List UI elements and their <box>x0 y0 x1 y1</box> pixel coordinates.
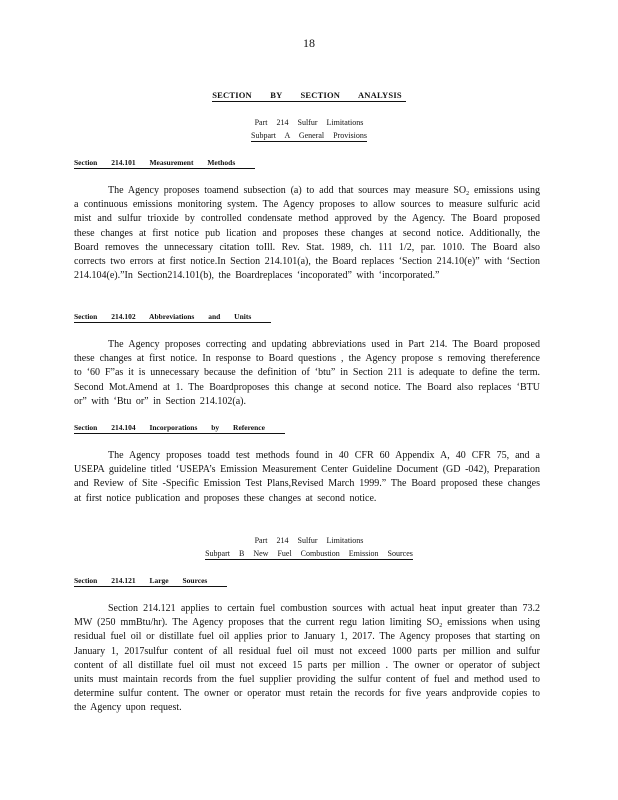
page-title <box>0 90 618 100</box>
subpart-heading-line: Subpart A General Provisions <box>251 131 367 140</box>
section-214-104-paragraph: The Agency proposes toadd test methods found in 40 CFR 60 Appendix A, 40 CFR 75, and a USEPA guideline titled ‘USEPA’s Emission Measurement Center Guideline Document (GD -042), Preparation and Review of Site -Specific Emission Test Plans,Revised March 1999.” The Board proposed these changes at first notice publication and proposes these changes at second notice. <box>74 450 540 504</box>
section-214-102-paragraph: The Agency proposes correcting and updating abbreviations used in Part 214. The Board proposed these changes at first notice. In response to Board questions , the Agency propose s removing thereference to ‘60 F”as it is unnecessary because the definition of ‘btu” in Section 211 is adequate to define the term. Second Mot.Amend at 1. The Boardproposes this change at second notice. The Board also replaces ‘BTU or” with ‘Btu or” in Section 214.102(a). <box>74 339 540 407</box>
part-heading-line: Part 214 Sulfur Limitations <box>254 118 364 127</box>
part-heading-line: Part 214 Sulfur Limitations <box>254 536 364 545</box>
part-214-subpart-a-heading <box>0 116 618 142</box>
page-title-text: SECTION BY SECTION ANALYSIS <box>212 90 406 102</box>
section-214-121-heading: Section 214.121 Large Sources <box>74 576 227 587</box>
part-214-subpart-b-heading <box>0 534 618 560</box>
section-214-104-heading: Section 214.104 Incorporations by Reference <box>74 423 285 434</box>
page-number: 18 <box>303 36 315 50</box>
section-214-101-paragraph: The Agency proposes toamend subsection (a) to add that sources may measure $SO_2$ emissions using a continuous emissions monitoring system. The Agency proposes to allow sources to measure sulfuric acid mist and sulfur trioxide by controlled condensate method approved by the Agency. The Board proposed these changes at first notice pub lication and proposes these changes at second notice. Additionally, the Board removes the unnecessary citation toIll. Rev. Stat. 1989, ch. 111 1/2, par. 1010. The Board also corrects two errors at first notice.In Section 214.101(a), the Board replaces ‘Section 214.10(e)” with ‘Section 214.104(e).”In Section214.101(b), the Boardreplaces ‘incoporated” with ‘incorporated.” <box>74 185 540 282</box>
section-214-102-heading: Section 214.102 Abbreviations and Units <box>74 312 271 323</box>
subpart-heading-line: Subpart B New Fuel Combustion Emission Sources <box>205 549 413 558</box>
section-214-121-paragraph: Section 214.121 applies to certain fuel combustion sources with actual heat input greater than 73.2 MW (250 mmBtu/hr). The Agency proposes that the current regu lation limiting $SO_2$ emissions when using residual fuel oil or distillate fuel oil applies prior to January 1, 2017. The Agency proposes that starting on January 1, 2017sulfur content of all residual fuel oil must not exceed 1000 parts per million and sulfur content of all distillate fuel oil must not exceed 15 parts per million . The owner or operator of subject units must maintain records from the fuel supplier providing the sulfur content of fuel and method used to determine sulfur content. The owner or operator must retain the records for five years andprovide copies to the Agency upon request. <box>74 603 540 714</box>
section-214-101-heading: Section 214.101 Measurement Methods <box>74 158 255 169</box>
